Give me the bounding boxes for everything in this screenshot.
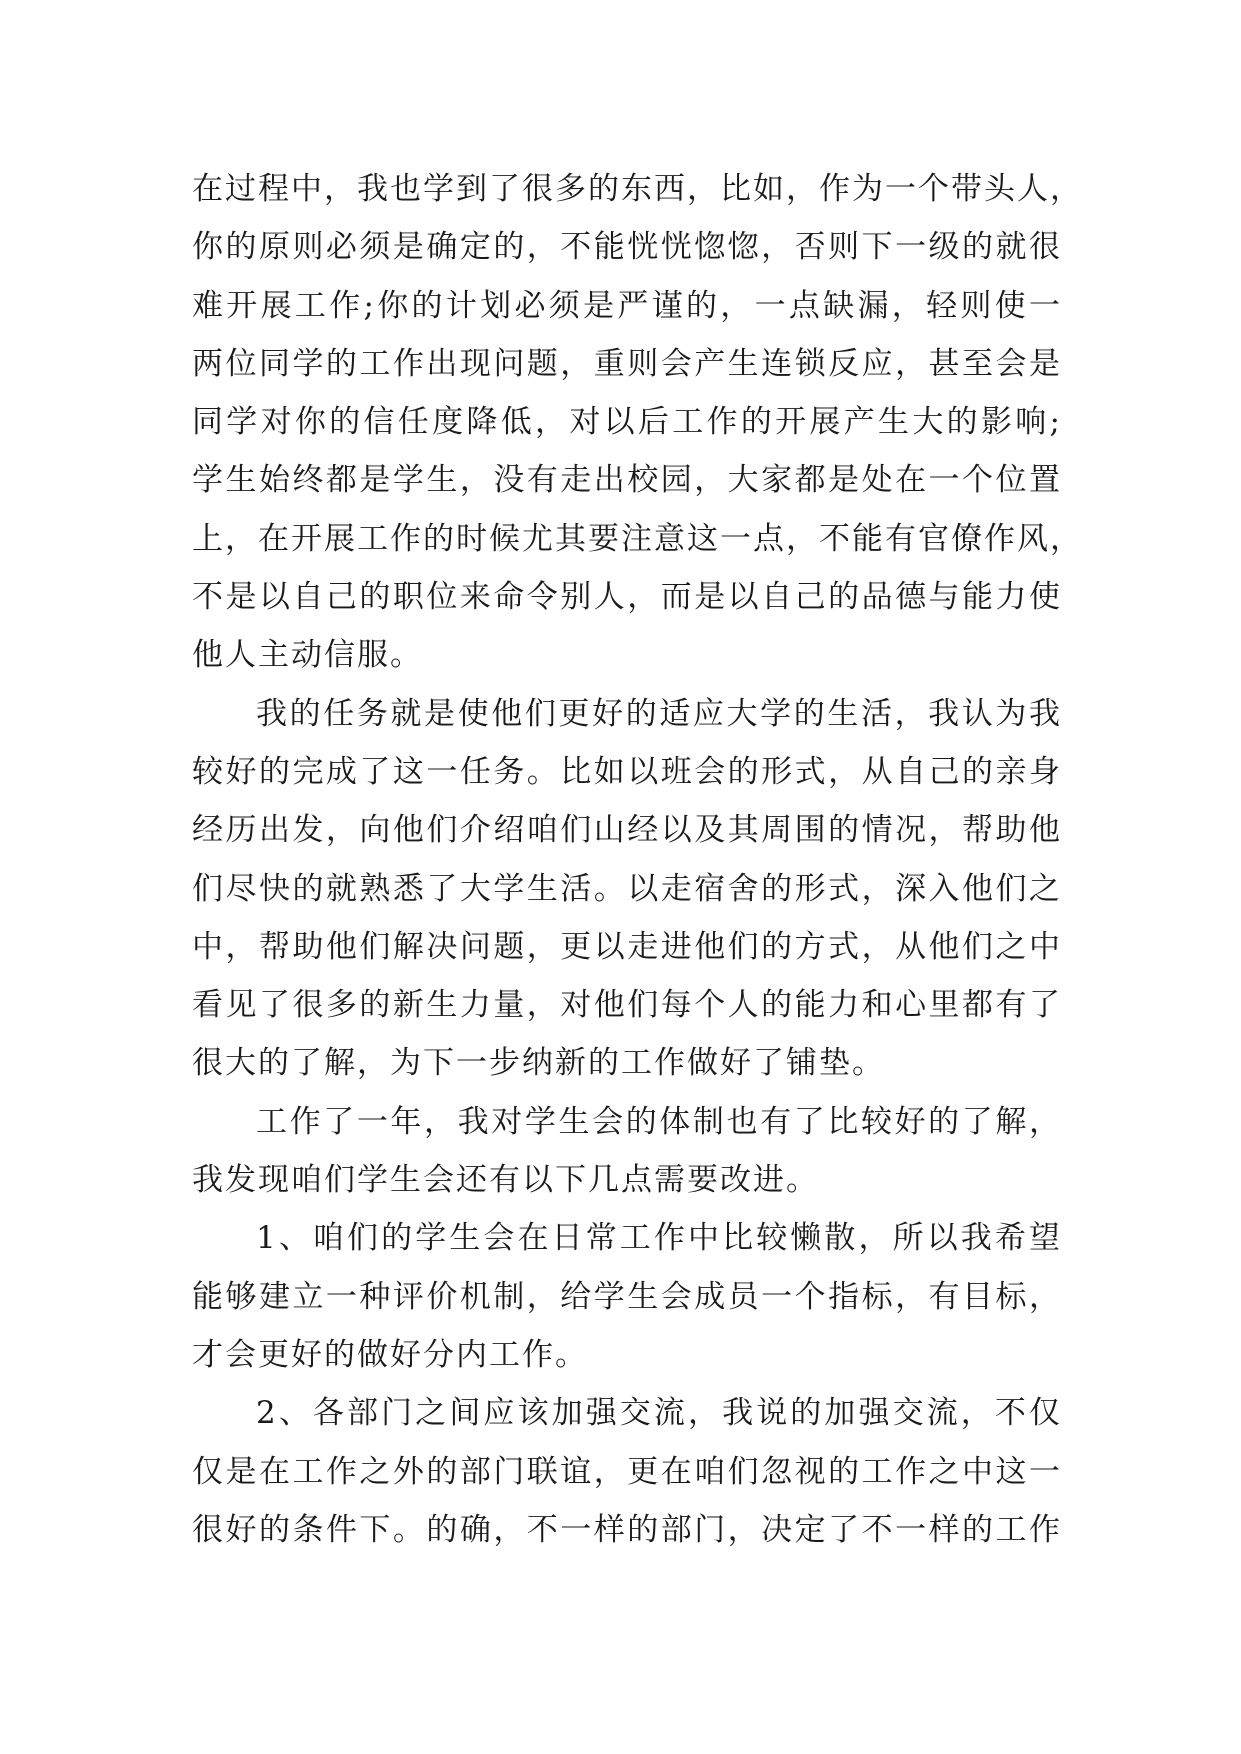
text-line: 在过程中，我也学到了很多的东西，比如，作为一个带头人， [192,171,1083,207]
text-line: 他人主动信服。 [192,637,423,674]
text-line: 我发现咱们学生会还有以下几点需要改进。 [192,1162,819,1199]
text-line: 较好的完成了这一任务。比如以班会的形式，从自己的亲身 [192,753,1062,790]
text-line: 仅是在工作之外的部门联谊，更在咱们忽视的工作之中这一 [192,1453,1062,1490]
text-line: 经历出发，向他们介绍咱们山经以及其周围的情况，帮助他 [192,812,1062,849]
text-line: 你的原则必须是确定的，不能恍恍惚惚，否则下一级的就很 [192,229,1062,266]
text-line: 不是以自己的职位来命令别人，而是以自己的品德与能力使 [192,579,1062,616]
text-line: 才会更好的做好分内工作。 [192,1336,588,1373]
paragraph-first-line: 1、咱们的学生会在日常工作中比较懒散，所以我希望 [256,1220,1062,1257]
paragraph-first-line: 工作了一年，我对学生会的体制也有了比较好的了解， [256,1103,1062,1140]
text-line: 同学对你的信任度降低，对以后工作的开展产生大的影响; [192,404,1062,441]
paragraph-first-line: 2、各部门之间应该加强交流，我说的加强交流，不仅 [256,1395,1062,1432]
text-line: 很大的了解，为下一步纳新的工作做好了铺垫。 [192,1045,885,1082]
text-line: 两位同学的工作出现问题，重则会产生连锁反应，甚至会是 [192,345,1062,382]
text-line: 上，在开展工作的时候尤其要注意这一点，不能有官僚作风， [192,520,1083,557]
text-line: 难开展工作;你的计划必须是严谨的，一点缺漏，轻则使一 [192,287,1062,324]
text-line: 们尽快的就熟悉了大学生活。以走宿舍的形式，深入他们之 [192,870,1062,907]
text-line: 中，帮助他们解决问题，更以走进他们的方式，从他们之中 [192,928,1062,965]
text-line: 能够建立一种评价机制，给学生会成员一个指标，有目标， [192,1278,1062,1315]
paragraph-first-line: 我的任务就是使他们更好的适应大学的生活，我认为我 [256,695,1062,732]
body-text [192,160,1083,1559]
text-line: 很好的条件下。的确，不一样的部门，决定了不一样的工作 [192,1511,1062,1548]
text-line: 学生始终都是学生，没有走出校园，大家都是处在一个位置 [192,462,1062,499]
text-line: 看见了很多的新生力量，对他们每个人的能力和心里都有了 [192,987,1062,1024]
